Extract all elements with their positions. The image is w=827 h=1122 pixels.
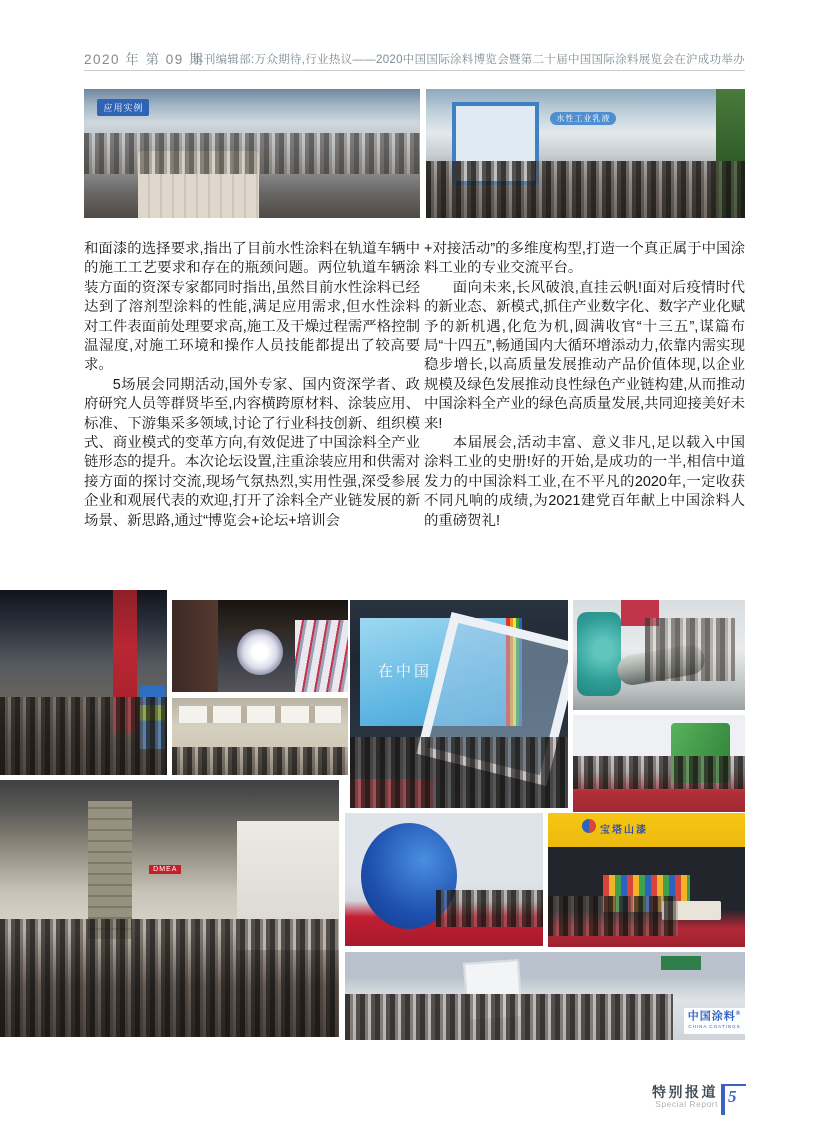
machine-shape <box>577 612 621 696</box>
booth-sign: 应用实例 <box>97 99 149 116</box>
panel-shape <box>295 620 348 692</box>
photo-showroom <box>172 698 348 775</box>
crowd-shape <box>350 737 568 808</box>
photo-collage <box>0 585 745 1043</box>
booth-sign: 水性工业乳液 <box>550 112 616 125</box>
photo-ppg-screen <box>350 600 568 808</box>
paragraph: 本届展会,活动丰富、意义非凡,足以载入中国涂料工业的史册!好的开始,是成功的一半,相信中道发力的中国涂料工业,在不平凡的2020年,一定收获不同凡响的成绩,为2021建党百年献上中国涂料人的重磅贺礼! <box>424 435 745 529</box>
fascia-sign: 宝塔山漆 <box>600 825 648 836</box>
paragraph: 5场展会同期活动,国外专家、国内资深学者、政府研究人员等群贤毕至,内容横跨原材料、涂装应用、标准、下游集采多领域,讨论了行业科技创新、组织模式、商业模式的变革方向,有效促进了中国涂料全产业链形态的提升。本次论坛设置,注重涂装应用和供需对接方面的探讨交流,现场气氛热烈,实用性强,深受参展企业和观展代表的欢迎,打开了涂料全产业链发展的新场景、新思路,通过“博览会+论坛+培训会 <box>84 376 420 529</box>
paragraph: +对接活动”的多维度构型,打造一个真正属于中国涂料工业的专业交流平台。 <box>424 241 745 277</box>
crowd-shape <box>0 697 167 775</box>
crowd-shape <box>548 896 678 936</box>
brand-swoosh-icon <box>582 819 596 833</box>
footer-accent-bar <box>721 1084 725 1115</box>
footer-section-subtitle: Special Report <box>655 1099 718 1109</box>
photo-aisle-crowd <box>0 780 339 1037</box>
photo-baotashan-booth <box>548 813 745 947</box>
screen-text: 在中国 <box>378 663 433 680</box>
circular-arch-shape <box>237 629 283 675</box>
crowd-shape <box>172 747 348 775</box>
article-column-right <box>424 240 745 531</box>
crowd-shape <box>426 161 745 218</box>
lightbox-shape <box>179 706 341 723</box>
photo-tunnel-booth <box>172 600 348 692</box>
photo-booth-crowd <box>426 89 745 218</box>
china-coatings-logo <box>684 1008 745 1034</box>
crowd-shape <box>84 133 420 174</box>
dmea-sign: DMEA <box>149 865 181 874</box>
photo-blue-sphere-booth <box>345 813 543 946</box>
issue-label: 2020 年 第 09 期 <box>84 52 205 67</box>
header-rule <box>84 70 745 71</box>
footer-accent-line <box>721 1084 746 1086</box>
page-number: 5 <box>728 1087 737 1106</box>
green-sign-shape <box>661 956 701 970</box>
article-column-left <box>84 240 420 531</box>
paragraph: 和面漆的选择要求,指出了目前水性涂料在轨道车辆中的施工工艺要求和存在的瓶颈问题。两位轨道车辆涂装方面的资深专家都同时指出,虽然目前水性涂料已经达到了溶剂型涂料的性能,满足应用需求,但水性涂料对工件表面前处理要求高,施工及干燥过程需严格控制温湿度,对施工环境和操作人员技能都提出了较高要求。 <box>84 241 420 374</box>
crowd-shape <box>573 756 745 789</box>
running-head-title: 本刊编辑部:万众期待,行业热议——2020中国国际涂料博览会暨第二十届中国国际涂料展览会在沪成功举办 <box>192 54 745 66</box>
paragraph: 面向未来,长风破浪,直挂云帆!面对后疫情时代的新业态、新模式,抓住产业数字化、数字产业化赋予的新机遇,化危为机,圆满收官“十三五”,谋篇布局“十四五”,畅通国内大循环增添动力,依靠内需实现稳步增长,以高质量发展推动产品价值体现,以企业规模及绿色发展推动良性绿色产业链构建,从而推动中国涂料全产业的绿色高质量发展,共同迎接美好未来! <box>424 279 745 432</box>
photo-vip-tour <box>84 89 420 218</box>
photo-green-drape-booth <box>573 715 745 812</box>
crowd-shape <box>645 618 734 682</box>
footer-section-title: 特别报道 <box>652 1084 718 1100</box>
logo-text-en: CHINA COATINGS <box>688 1023 741 1029</box>
logo-text-cn: 中国涂料® <box>687 1010 742 1023</box>
crowd-shape <box>0 919 339 1037</box>
photo-machinery <box>573 600 745 710</box>
registered-mark-icon: ® <box>735 1011 742 1017</box>
crowd-shape <box>436 890 543 927</box>
crowd-shape <box>345 994 673 1040</box>
wall-shape <box>172 600 218 692</box>
photo-hall-red-pillar <box>0 590 167 775</box>
article-body <box>84 240 745 531</box>
